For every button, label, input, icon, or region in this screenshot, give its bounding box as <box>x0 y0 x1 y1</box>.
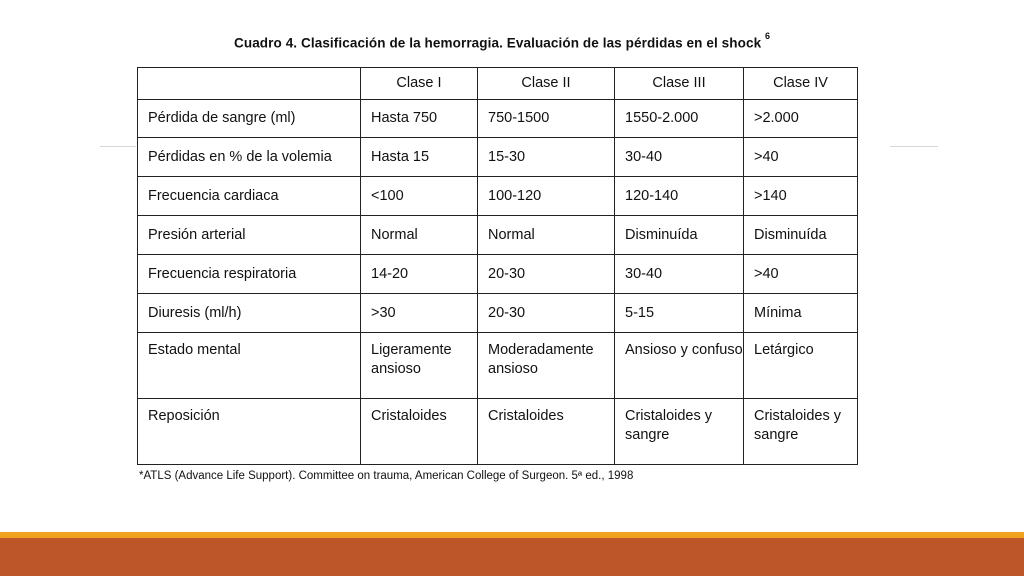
table-cell: Cristaloides <box>478 399 615 465</box>
row-label: Presión arterial <box>138 216 361 255</box>
table-cell: Cristaloides y sangre <box>744 399 858 465</box>
header-row <box>138 68 858 100</box>
footnote: *ATLS (Advance Life Support). Committee on trauma, American College of Surgeon. 5ª ed., 1998 <box>139 470 634 482</box>
table-cell: Normal <box>361 216 478 255</box>
table-cell: 120-140 <box>615 177 744 216</box>
table-cell: Mínima <box>744 294 858 333</box>
table-cell: 750-1500 <box>478 100 615 138</box>
table-cell: >30 <box>361 294 478 333</box>
table-row <box>138 177 858 216</box>
row-label: Pérdida de sangre (ml) <box>138 100 361 138</box>
table-cell: Letárgico <box>744 333 858 399</box>
header-clase-3: Clase III <box>615 68 744 100</box>
table-cell: 30-40 <box>615 138 744 177</box>
table-row <box>138 333 858 399</box>
table-row <box>138 255 858 294</box>
table-cell: 1550-2.000 <box>615 100 744 138</box>
table-row <box>138 100 858 138</box>
table-cell: <100 <box>361 177 478 216</box>
table-cell: 15-30 <box>478 138 615 177</box>
table-row <box>138 138 858 177</box>
table-cell: >40 <box>744 138 858 177</box>
table-cell: >40 <box>744 255 858 294</box>
table-cell: 14-20 <box>361 255 478 294</box>
caption-text: Cuadro 4. Clasificación de la hemorragia. Evaluación de las pérdidas en el shock <box>234 35 762 51</box>
table-cell: Cristaloides y sangre <box>615 399 744 465</box>
row-label: Reposición <box>138 399 361 465</box>
table-cell: Ligeramente ansioso <box>361 333 478 399</box>
header-clase-2: Clase II <box>478 68 615 100</box>
table-cell: Cristaloides <box>361 399 478 465</box>
row-label: Diuresis (ml/h) <box>138 294 361 333</box>
table-cell: Ansioso y confuso <box>615 333 744 399</box>
table-cell: 5-15 <box>615 294 744 333</box>
table-cell: Disminuída <box>615 216 744 255</box>
row-label: Frecuencia respiratoria <box>138 255 361 294</box>
table-row <box>138 216 858 255</box>
table-cell: 20-30 <box>478 294 615 333</box>
decorative-line-right <box>890 146 938 147</box>
table-row <box>138 399 858 465</box>
table-cell: Disminuída <box>744 216 858 255</box>
table-cell: >140 <box>744 177 858 216</box>
decorative-line-left <box>100 146 136 147</box>
table-cell: Hasta 15 <box>361 138 478 177</box>
header-clase-4: Clase IV <box>744 68 858 100</box>
header-cell-empty <box>138 68 361 100</box>
row-label: Pérdidas en % de la volemia <box>138 138 361 177</box>
table-cell: 20-30 <box>478 255 615 294</box>
table-cell: 100-120 <box>478 177 615 216</box>
table-cell: Normal <box>478 216 615 255</box>
table-cell: 30-40 <box>615 255 744 294</box>
table-row <box>138 294 858 333</box>
caption-reference: 6 <box>765 31 771 41</box>
table-cell: Hasta 750 <box>361 100 478 138</box>
row-label: Estado mental <box>138 333 361 399</box>
row-label: Frecuencia cardiaca <box>138 177 361 216</box>
bottom-bar <box>0 538 1024 576</box>
table-cell: >2.000 <box>744 100 858 138</box>
table-caption <box>234 31 771 51</box>
table-cell: Moderadamente ansioso <box>478 333 615 399</box>
hemorrhage-classification-table <box>137 67 858 465</box>
header-clase-1: Clase I <box>361 68 478 100</box>
